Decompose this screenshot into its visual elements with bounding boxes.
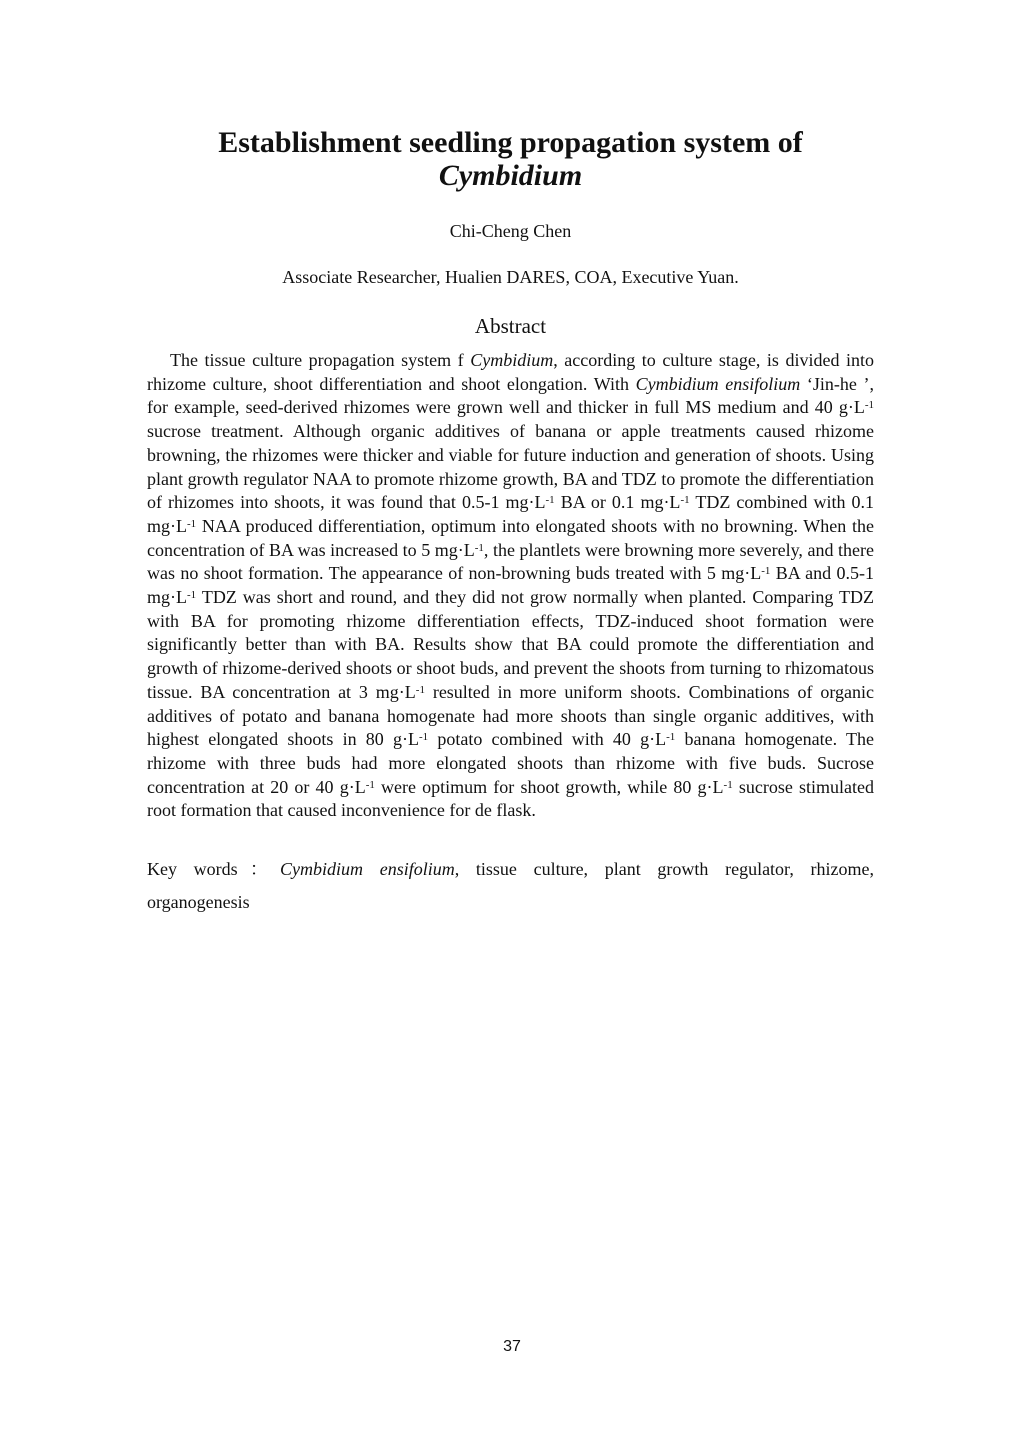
- title-line1: Establishment seedling propagation system of: [218, 126, 803, 159]
- content-column: [147, 0, 874, 919]
- page-number: 37: [503, 1338, 521, 1355]
- abstract-heading: Abstract: [474, 314, 547, 338]
- page-title: [147, 0, 874, 192]
- affiliation: Associate Researcher, Hualien DARES, COA, Executive Yuan.: [282, 267, 739, 287]
- keywords-line2: organogenesis: [147, 892, 250, 913]
- keywords-line1: Key words：Cymbidium ensifolium, tissue culture, plant growth regulator, rhizome,: [147, 859, 874, 880]
- title-line2: Cymbidium: [438, 159, 583, 192]
- author-name: Chi-Cheng Chen: [449, 221, 572, 241]
- keywords-section: [147, 853, 874, 919]
- abstract-paragraph: The tissue culture propagation system f Cymbidium, according to culture stage, is divided into rhizome culture, shoot differentiation and shoot elongation. With Cymbidium ensifolium ‘Jin-he ’, for example, seed-derived rhizomes were grown well and thicker in full MS medium and 40 $g\cdot L^{-1}$ sucrose treatment. Although organic additives of banana or apple treatments caused rhizome browning, the rhizomes were thicker and viable for future induction and generation of shoots. Using plant growth regulator NAA to promote rhizome growth, BA and TDZ to promote the differentiation of rhizomes into shoots, it was found that 0.5-1 $mg\cdot L^{-1}$ BA or 0.1 $mg\cdot L^{-1}$ TDZ combined with 0.1 $mg\cdot L^{-1}$ NAA produced differentiation, optimum into elongated shoots with no browning. When the concentration of BA was increased to 5 $mg\cdot L^{-1}$, the plantlets were browning more severely, and there was no shoot formation. The appearance of non-browning buds treated with 5 $mg\cdot L^{-1}$ BA and 0.5-1 $mg\cdot L^{-1}$ TDZ was short and round, and they did not grow normally when planted. Comparing TDZ with BA for promoting rhizome differentiation effects, TDZ-induced shoot formation were significantly better than with BA. Results show that BA could promote the differentiation and growth of rhizome-derived shoots or shoot buds, and prevent the shoots from turning to rhizomatous tissue. BA concentration at 3 $mg\cdot L^{-1}$ resulted in more uniform shoots. Combinations of organic additives of potato and banana homogenate had more shoots than single organic additives, with highest elongated shoots in 80 $g\cdot L^{-1}$ potato combined with 40 $g\cdot L^{-1}$ banana homogenate. The rhizome with three buds had more elongated shoots than rhizome with five buds. Sucrose concentration at 20 or 40 $g\cdot L^{-1}$ were optimum for shoot growth, while 80 $g\cdot L^{-1}$ sucrose stimulated root formation that caused inconvenience for de flask.: [147, 350, 875, 821]
